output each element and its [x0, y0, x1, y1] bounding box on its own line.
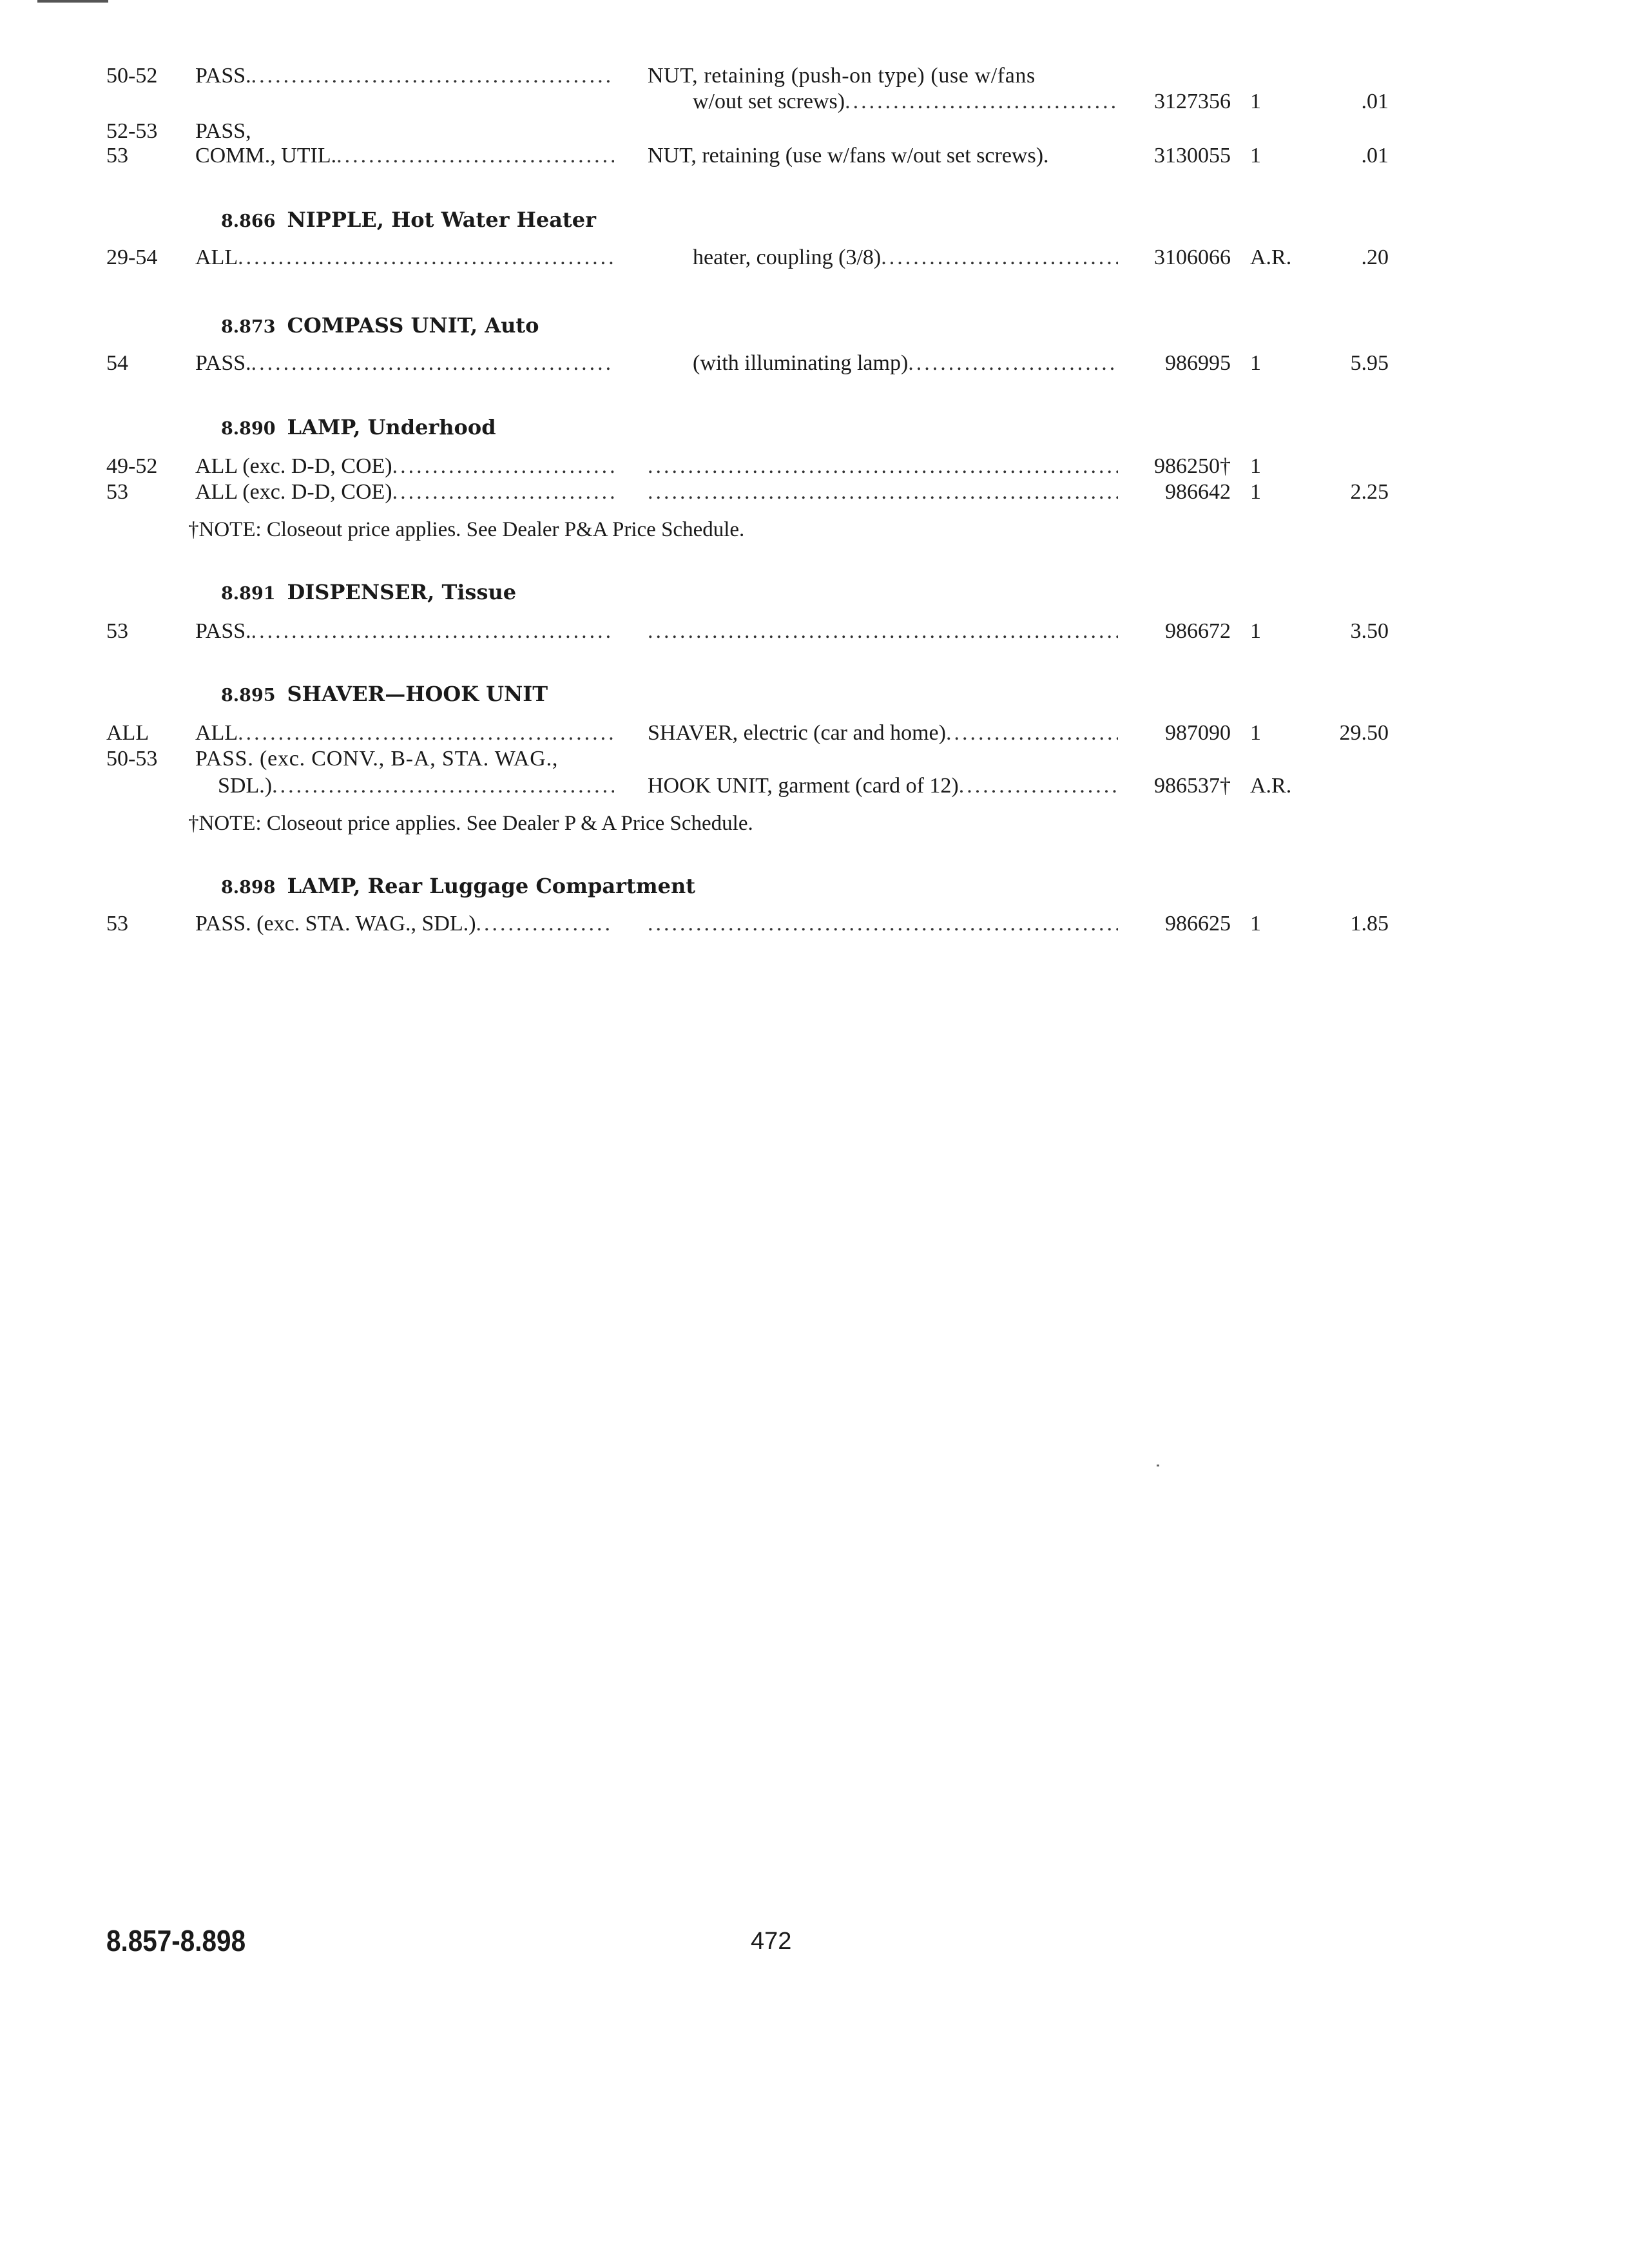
- model-cell: SDL.) .....: [218, 772, 614, 800]
- closeout-note: †NOTE: Closeout price applies. See Dealer P&A Price Schedule.: [188, 518, 745, 541]
- description-cell: (with illuminating lamp) .....: [693, 349, 1118, 378]
- table-row: [0, 617, 1629, 646]
- table-row: [0, 349, 1629, 378]
- description-cell: SHAVER, electric (car and home) .....: [648, 719, 1118, 747]
- section-title: DISPENSER, Tissue: [287, 580, 517, 604]
- year-cell: ALL: [106, 721, 149, 745]
- price-cell: 3.50: [1350, 619, 1389, 643]
- part-number-cell: 986642: [1165, 480, 1231, 504]
- description-cell: heater, coupling (3/8) .....: [693, 244, 1118, 272]
- part-number-cell: 986250†: [1154, 454, 1231, 478]
- table-row: [0, 719, 1629, 747]
- closeout-note: †NOTE: Closeout price applies. See Dealer P & A Price Schedule.: [188, 812, 753, 835]
- section-number: 8.873: [221, 317, 276, 337]
- model-cell: ALL (exc. D-D, COE) .....: [195, 452, 614, 481]
- model-cell: PASS. .....: [195, 349, 614, 378]
- section-number: 8.895: [221, 686, 276, 706]
- table-row-continuation: [0, 88, 1629, 116]
- table-row: [0, 452, 1629, 481]
- section-heading: [221, 412, 496, 442]
- scan-speck: [1157, 1465, 1159, 1466]
- part-number-cell: 986537†: [1154, 774, 1231, 798]
- table-row: [0, 62, 1629, 90]
- quantity-cell: A.R.: [1250, 774, 1292, 798]
- year-cell: 53: [106, 144, 128, 168]
- part-number-cell: 986625: [1165, 912, 1231, 936]
- table-row: [0, 745, 1629, 773]
- year-cell: 50-52: [106, 64, 158, 88]
- year-cell: 29-54: [106, 245, 158, 269]
- price-cell: 5.95: [1350, 351, 1389, 375]
- section-number: 8.890: [221, 419, 276, 439]
- part-number-cell: 3106066: [1154, 245, 1231, 269]
- quantity-cell: 1: [1250, 351, 1261, 375]
- section-title: NIPPLE, Hot Water Heater: [287, 207, 596, 232]
- year-cell: 52-53: [106, 119, 158, 143]
- section-title: COMPASS UNIT, Auto: [287, 313, 539, 338]
- year-cell: 54: [106, 351, 128, 375]
- scan-corner-mark: [37, 0, 108, 3]
- model-cell: ALL .....: [195, 719, 614, 747]
- price-cell: .20: [1361, 245, 1389, 269]
- section-range: 8.857-8.898: [106, 1924, 246, 1957]
- part-number-cell: 987090: [1165, 721, 1231, 745]
- table-row: [0, 478, 1629, 506]
- quantity-cell: 1: [1250, 912, 1261, 936]
- section-heading: [221, 311, 539, 340]
- table-row-continuation: [0, 772, 1629, 800]
- price-cell: 29.50: [1339, 721, 1389, 745]
- price-cell: .01: [1361, 90, 1389, 113]
- model-cell: PASS. (exc. CONV., B-A, STA. WAG.,: [195, 747, 559, 771]
- quantity-cell: A.R.: [1250, 245, 1292, 269]
- section-heading: [221, 871, 695, 901]
- year-cell: 50-53: [106, 747, 158, 771]
- model-cell: ALL .....: [195, 244, 614, 272]
- price-cell: 1.85: [1350, 912, 1389, 936]
- price-cell: .01: [1361, 144, 1389, 168]
- section-title: LAMP, Rear Luggage Compartment: [287, 874, 696, 898]
- description-leader: [648, 452, 1118, 481]
- model-cell: PASS. (exc. STA. WAG., SDL.) .....: [195, 910, 614, 938]
- description-cell: NUT, retaining (use w/fans w/out set screws).: [648, 144, 1049, 168]
- model-cell: PASS. .....: [195, 62, 614, 90]
- price-cell: 2.25: [1350, 480, 1389, 504]
- part-number-cell: 3127356: [1154, 90, 1231, 113]
- part-number-cell: 986672: [1165, 619, 1231, 643]
- quantity-cell: 1: [1250, 90, 1261, 113]
- model-cell: PASS,: [195, 119, 251, 143]
- year-cell: 53: [106, 619, 128, 643]
- part-number-cell: 986995: [1165, 351, 1231, 375]
- section-heading: [221, 205, 596, 235]
- table-row: [0, 910, 1629, 938]
- year-cell: 53: [106, 912, 128, 936]
- description-cell: NUT, retaining (push-on type) (use w/fans: [648, 64, 1036, 88]
- description-leader: [648, 617, 1118, 646]
- quantity-cell: 1: [1250, 480, 1261, 504]
- description-leader: [648, 478, 1118, 506]
- model-cell: COMM., UTIL. .....: [195, 142, 614, 170]
- section-title: SHAVER—HOOK UNIT: [287, 682, 548, 706]
- section-number: 8.866: [221, 211, 276, 231]
- quantity-cell: 1: [1250, 721, 1261, 745]
- part-number-cell: 3130055: [1154, 144, 1231, 168]
- model-cell: ALL (exc. D-D, COE) .....: [195, 478, 614, 506]
- table-row-continuation: [0, 142, 1629, 170]
- section-heading: [221, 679, 548, 709]
- section-title: LAMP, Underhood: [287, 415, 496, 439]
- section-heading: [221, 577, 516, 607]
- quantity-cell: 1: [1250, 619, 1261, 643]
- year-cell: 53: [106, 480, 128, 504]
- description-leader: [648, 910, 1118, 938]
- table-row: [0, 244, 1629, 272]
- quantity-cell: 1: [1250, 454, 1261, 478]
- description-cell: w/out set screws) .....: [693, 88, 1118, 116]
- section-number: 8.898: [221, 878, 276, 898]
- model-cell: PASS. .....: [195, 617, 614, 646]
- year-cell: 49-52: [106, 454, 158, 478]
- description-cell: HOOK UNIT, garment (card of 12) .....: [648, 772, 1118, 800]
- page-number: 472: [751, 1928, 792, 1955]
- quantity-cell: 1: [1250, 144, 1261, 168]
- section-number: 8.891: [221, 584, 276, 604]
